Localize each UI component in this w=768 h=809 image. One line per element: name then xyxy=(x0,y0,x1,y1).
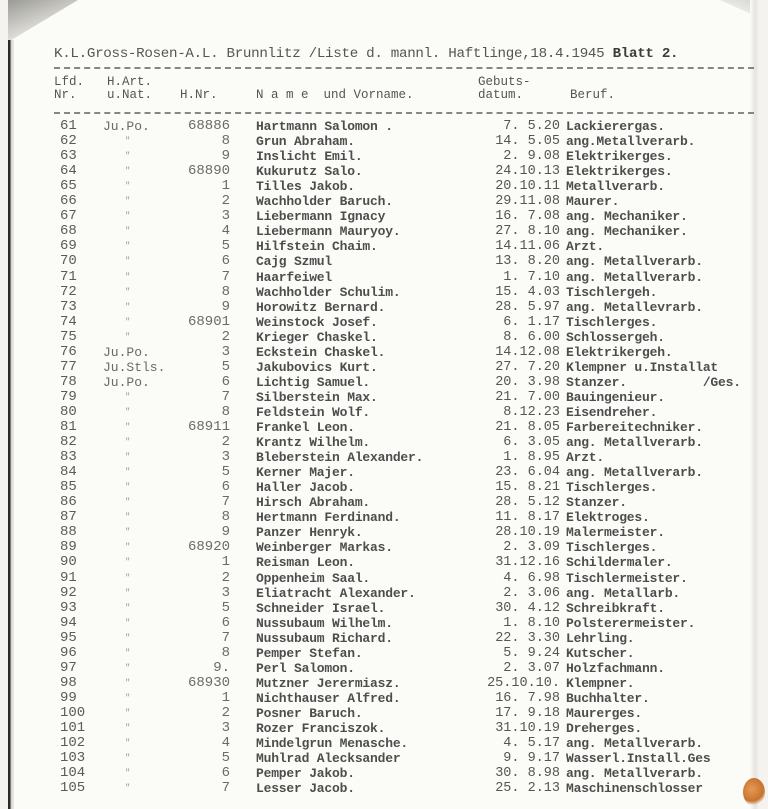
row-ditto-mark: " xyxy=(125,271,131,282)
row-ditto-mark: " xyxy=(125,437,131,448)
row-name: Pemper Stefan. xyxy=(256,645,363,661)
row-name: Perl Salomon. xyxy=(256,660,355,676)
row-name: Weinberger Markas. xyxy=(256,540,393,556)
header-lfd xyxy=(54,76,84,102)
row-birth-date: 4. 5.17 xyxy=(503,736,560,752)
row-number: 101 xyxy=(60,720,86,736)
row-number: 62 xyxy=(60,133,77,150)
row-name: Liebermann Ignacy xyxy=(256,209,386,225)
row-name: Krieger Chaskel. xyxy=(256,329,378,345)
row-name: Rozer Franciszok. xyxy=(256,721,386,736)
row-prisoner-number: 6 xyxy=(221,765,230,782)
row-prisoner-number: 4 xyxy=(221,223,230,240)
row-name: Mutzner Jerermiasz. xyxy=(256,675,401,691)
row-occupation: Schlossergeh. xyxy=(566,329,665,345)
row-prisoner-number: 2 xyxy=(221,569,230,586)
row-occupation: Eisendreher. xyxy=(566,404,658,420)
row-prisoner-number: 9. xyxy=(213,659,230,676)
row-occupation: Wasserl.Install.Ges xyxy=(566,751,711,767)
header-date-line1: Gebuts- xyxy=(478,75,531,89)
row-number: 73 xyxy=(60,298,77,315)
row-ditto-mark: " xyxy=(125,391,131,402)
row-category: Ju.Po. xyxy=(103,344,150,360)
row-name: Nussubaum Richard. xyxy=(256,630,393,646)
row-prisoner-number: 8 xyxy=(221,283,230,300)
header-date-line2: datum. xyxy=(478,88,524,102)
row-ditto-mark: " xyxy=(125,707,131,718)
row-occupation: Kutscher. xyxy=(566,645,635,661)
row-name: Wachholder Schulim. xyxy=(256,284,401,300)
row-category: Ju.Stls. xyxy=(103,359,166,375)
row-occupation: ang. Metallverarb. xyxy=(566,254,703,270)
row-occupation: Dreherges. xyxy=(566,721,643,736)
row-prisoner-number: 5 xyxy=(221,238,230,255)
row-birth-date: 14.11.06 xyxy=(495,239,560,255)
row-birth-date: 15. 4.03 xyxy=(495,284,560,300)
row-birth-date: 24.10.13 xyxy=(495,164,560,180)
row-number: 92 xyxy=(60,584,77,601)
row-occupation: Arzt. xyxy=(566,239,605,255)
row-number: 68 xyxy=(60,223,77,240)
row-name: Kukurutz Salo. xyxy=(256,164,363,180)
title-text: K.L.Gross-Rosen-A.L. Brunnlitz /Liste d. mannl. Haftlinge,18.4.1945 xyxy=(54,46,605,62)
row-birth-date: 27. 8.10 xyxy=(495,224,560,240)
row-name: Muhlrad Alecksander xyxy=(256,751,401,767)
row-prisoner-number: 1 xyxy=(221,689,230,706)
row-prisoner-number: 5 xyxy=(221,358,230,375)
row-number: 95 xyxy=(60,629,77,646)
row-occupation: Arzt. xyxy=(566,450,605,466)
row-occupation: Maschinenschlosser xyxy=(566,781,703,797)
row-prisoner-number: 8 xyxy=(221,133,230,150)
row-number: 97 xyxy=(60,659,77,676)
row-occupation: ang. Metallverarb. xyxy=(566,766,703,782)
row-birth-date: 8.12.23 xyxy=(503,404,560,420)
row-name: Wachholder Baruch. xyxy=(256,194,393,210)
row-category: Ju.Po. xyxy=(103,119,150,134)
row-prisoner-number: 68911 xyxy=(187,419,230,435)
row-occupation: ang. Metallarb. xyxy=(566,585,681,601)
row-prisoner-number: 8 xyxy=(221,509,230,526)
row-occupation: Maurer. xyxy=(566,194,620,210)
row-occupation: Schreibkraft. xyxy=(566,600,665,616)
row-birth-date: 2. 3.06 xyxy=(503,585,560,601)
row-occupation: Lackierergas. xyxy=(566,119,665,134)
row-name: Tilles Jakob. xyxy=(256,179,355,195)
row-number: 99 xyxy=(60,689,77,706)
row-name: Jakubovics Kurt. xyxy=(256,359,378,375)
row-number: 63 xyxy=(60,148,77,165)
header-art-line1: H.Art. xyxy=(107,75,153,89)
row-name: Mindelgrun Menasche. xyxy=(256,736,409,752)
row-name: Weinstock Josef. xyxy=(256,314,378,330)
row-prisoner-number: 2 xyxy=(221,328,230,345)
row-birth-date: 5. 9.24 xyxy=(503,645,560,661)
row-name: Bleberstein Alexander. xyxy=(256,450,424,466)
row-number: 76 xyxy=(60,343,77,360)
row-name: Hartmann Salomon . xyxy=(256,119,393,134)
row-prisoner-number: 2 xyxy=(221,434,230,451)
row-prisoner-number: 3 xyxy=(221,208,230,225)
row-ditto-mark: " xyxy=(125,587,131,598)
row-name: Liebermann Mauryoy. xyxy=(256,224,401,240)
row-ditto-mark: " xyxy=(125,256,131,267)
row-name: Eckstein Chaskel. xyxy=(256,344,386,360)
row-name: Haarfeiwel xyxy=(256,269,333,285)
row-number: 90 xyxy=(60,554,77,571)
row-occupation: ang. Mechaniker. xyxy=(566,224,688,240)
row-name: Hilfstein Chaim. xyxy=(256,239,378,255)
header-lfd-line1: Lfd. xyxy=(54,75,85,89)
row-number: 82 xyxy=(60,434,77,451)
row-birth-date: 27. 7.20 xyxy=(495,359,560,375)
row-number: 75 xyxy=(60,328,77,345)
row-birth-date: 25.10.10. xyxy=(487,675,560,691)
row-ditto-mark: " xyxy=(125,723,131,733)
row-birth-date: 14.12.08 xyxy=(495,344,560,360)
row-prisoner-number: 5 xyxy=(221,464,230,481)
row-number: 71 xyxy=(60,268,77,285)
row-prisoner-number: 6 xyxy=(221,253,230,270)
row-ditto-mark: " xyxy=(125,768,131,779)
row-occupation: Elektrikerges. xyxy=(566,164,673,180)
row-occupation: ang. Metallverarb. xyxy=(566,465,703,481)
row-ditto-mark: " xyxy=(125,557,131,568)
row-number: 86 xyxy=(60,494,77,511)
row-ditto-mark: " xyxy=(125,136,131,147)
row-number: 89 xyxy=(60,539,77,556)
row-ditto-mark: " xyxy=(125,151,131,162)
row-birth-date: 22. 3.30 xyxy=(495,630,560,646)
row-ditto-mark: " xyxy=(125,662,131,673)
row-occupation: Stanzer. /Ges. xyxy=(566,374,741,390)
row-birth-date: 30. 4.12 xyxy=(495,600,560,616)
row-occupation: Buchhalter. xyxy=(566,690,650,706)
row-name: Oppenheim Saal. xyxy=(256,570,371,586)
row-number: 91 xyxy=(60,569,77,586)
row-number: 93 xyxy=(60,599,77,616)
row-prisoner-number: 68920 xyxy=(187,539,230,556)
row-name: Reisman Leon. xyxy=(256,555,355,571)
row-name: Lichtig Samuel. xyxy=(256,374,371,390)
row-occupation: Tischlermeister. xyxy=(566,570,688,586)
row-birth-date: 25. 2.13 xyxy=(495,781,560,797)
row-ditto-mark: " xyxy=(125,572,131,583)
row-occupation: Polsterermeister. xyxy=(566,615,696,631)
row-ditto-mark: " xyxy=(125,286,131,297)
row-prisoner-number: 3 xyxy=(221,720,230,736)
row-number: 79 xyxy=(60,388,77,405)
row-birth-date: 23. 6.04 xyxy=(495,465,560,481)
header-art xyxy=(107,76,152,102)
row-ditto-mark: " xyxy=(125,542,131,553)
row-name: Silberstein Max. xyxy=(256,389,378,405)
row-number: 87 xyxy=(60,509,77,526)
row-ditto-mark: " xyxy=(125,331,131,342)
row-prisoner-number: 8 xyxy=(221,644,230,661)
row-ditto-mark: " xyxy=(125,602,131,613)
row-ditto-mark: " xyxy=(125,166,131,177)
row-name: Pemper Jakob. xyxy=(256,766,355,782)
row-ditto-mark: " xyxy=(125,452,131,463)
row-occupation: ang. Mechaniker. xyxy=(566,209,688,225)
row-ditto-mark: " xyxy=(125,467,131,478)
row-ditto-mark: " xyxy=(125,632,131,643)
row-name: Krantz Wilhelm. xyxy=(256,435,371,451)
row-prisoner-number: 6 xyxy=(221,373,230,390)
row-prisoner-number: 9 xyxy=(221,298,230,315)
row-ditto-mark: " xyxy=(125,527,131,538)
row-birth-date: 16. 7.98 xyxy=(495,690,560,706)
row-number: 98 xyxy=(60,674,77,691)
row-name: Posner Baruch. xyxy=(256,705,363,721)
row-birth-date: 28.10.19 xyxy=(495,525,560,541)
header-lfd-line2: Nr. xyxy=(54,88,77,102)
row-prisoner-number: 6 xyxy=(221,479,230,496)
row-number: 94 xyxy=(60,614,77,631)
title-divider xyxy=(54,67,754,69)
row-birth-date: 14. 5.05 xyxy=(495,134,560,150)
sheet-number: Blatt 2. xyxy=(612,46,679,62)
row-birth-date: 30. 8.98 xyxy=(495,766,560,782)
row-ditto-mark: " xyxy=(125,497,131,508)
row-ditto-mark: " xyxy=(125,783,131,794)
row-number: 85 xyxy=(60,479,77,496)
row-ditto-mark: " xyxy=(125,422,131,432)
folded-corner xyxy=(8,0,78,42)
row-name: Haller Jacob. xyxy=(256,480,355,496)
row-occupation: Tischlerges. xyxy=(566,480,658,496)
row-number: 80 xyxy=(60,403,77,420)
row-birth-date: 16. 7.08 xyxy=(495,209,560,225)
row-prisoner-number: 2 xyxy=(221,704,230,721)
row-prisoner-number: 68901 xyxy=(187,313,230,330)
row-prisoner-number: 1 xyxy=(221,178,230,195)
row-ditto-mark: " xyxy=(125,181,131,192)
row-occupation: ang.Metallverarb. xyxy=(566,134,696,150)
row-birth-date: 31.10.19 xyxy=(495,721,560,736)
row-name: Hirsch Abraham. xyxy=(256,495,371,511)
row-ditto-mark: " xyxy=(125,316,131,327)
row-birth-date: 2. 3.07 xyxy=(503,660,560,676)
row-birth-date: 6. 1.17 xyxy=(503,314,560,330)
row-prisoner-number: 9 xyxy=(221,148,230,165)
row-occupation: Klempner. xyxy=(566,675,635,691)
row-name: Frankel Leon. xyxy=(256,420,355,435)
row-number: 81 xyxy=(60,419,77,435)
row-number: 65 xyxy=(60,178,77,195)
row-birth-date: 28. 5.97 xyxy=(495,299,560,315)
row-ditto-mark: " xyxy=(125,226,131,237)
row-ditto-mark: " xyxy=(125,738,131,749)
row-prisoner-number: 7 xyxy=(221,494,230,511)
header-job: Beruf. xyxy=(570,88,616,102)
row-occupation: Klempner u.Installat xyxy=(566,359,719,375)
row-birth-date: 31.12.16 xyxy=(495,555,560,571)
row-occupation: Tischlerges. xyxy=(566,540,658,556)
row-number: 64 xyxy=(60,163,77,180)
row-name: Feldstein Wolf. xyxy=(256,404,371,420)
row-birth-date: 28. 5.12 xyxy=(495,495,560,511)
row-prisoner-number: 68890 xyxy=(187,163,230,180)
row-occupation: Bauingenieur. xyxy=(566,389,665,405)
row-name: Nussubaum Wilhelm. xyxy=(256,615,393,631)
row-occupation: Stanzer. xyxy=(566,495,627,511)
row-occupation: Maurerges. xyxy=(566,705,643,721)
row-name: Grun Abraham. xyxy=(256,134,355,150)
page-right-edge xyxy=(750,0,760,809)
paper-stain xyxy=(743,778,765,806)
row-birth-date: 21. 8.05 xyxy=(495,420,560,435)
header-name: N a m e und Vorname. xyxy=(256,88,414,102)
row-number: 84 xyxy=(60,464,77,481)
row-name: Cajg Szmul xyxy=(256,254,333,270)
row-number: 83 xyxy=(60,449,77,466)
row-number: 78 xyxy=(60,373,77,390)
row-ditto-mark: " xyxy=(125,677,131,688)
row-birth-date: 11. 8.17 xyxy=(495,510,560,526)
row-name: Horowitz Bernard. xyxy=(256,299,386,315)
row-number: 66 xyxy=(60,193,77,210)
row-birth-date: 21. 7.00 xyxy=(495,389,560,405)
row-number: 77 xyxy=(60,358,77,375)
row-birth-date: 4. 6.98 xyxy=(503,570,560,586)
row-occupation: Elektroges. xyxy=(566,510,650,526)
row-name: Hertmann Ferdinand. xyxy=(256,510,401,526)
row-prisoner-number: 1 xyxy=(221,554,230,571)
row-ditto-mark: " xyxy=(125,241,131,252)
row-number: 103 xyxy=(60,750,86,767)
row-birth-date: 15. 8.21 xyxy=(495,480,560,496)
row-prisoner-number: 3 xyxy=(221,584,230,601)
row-occupation: Farbereitechniker. xyxy=(566,420,703,435)
row-number: 67 xyxy=(60,208,77,225)
row-ditto-mark: " xyxy=(125,196,131,207)
row-prisoner-number: 6 xyxy=(221,614,230,631)
row-birth-date: 8. 6.00 xyxy=(503,329,560,345)
row-prisoner-number: 7 xyxy=(221,629,230,646)
row-name: Kerner Majer. xyxy=(256,465,355,481)
row-birth-date: 13. 8.20 xyxy=(495,254,560,270)
row-ditto-mark: " xyxy=(125,617,131,628)
row-number: 102 xyxy=(60,735,86,752)
row-prisoner-number: 7 xyxy=(221,268,230,285)
row-birth-date: 1. 7.10 xyxy=(503,269,560,285)
row-birth-date: 6. 3.05 xyxy=(503,435,560,451)
row-ditto-mark: " xyxy=(125,211,131,222)
row-number: 105 xyxy=(60,780,86,797)
row-birth-date: 9. 9.17 xyxy=(503,751,560,767)
row-occupation: ang. Metallverarb. xyxy=(566,269,703,285)
row-ditto-mark: " xyxy=(125,647,131,658)
row-occupation: Tischlergeh. xyxy=(566,284,658,300)
row-birth-date: 29.11.08 xyxy=(495,194,560,210)
row-name: Panzer Henryk. xyxy=(256,525,363,541)
row-occupation: Lehrling. xyxy=(566,630,635,646)
row-ditto-mark: " xyxy=(125,406,131,417)
row-occupation: Schildermaler. xyxy=(566,555,673,571)
row-occupation: Malermeister. xyxy=(566,525,665,541)
row-occupation: Elektrikerges. xyxy=(566,149,673,165)
row-birth-date: 2. 3.09 xyxy=(503,540,560,556)
page-left-edge xyxy=(8,40,14,809)
row-occupation: Holzfachmann. xyxy=(566,660,665,676)
row-prisoner-number: 9 xyxy=(221,524,230,541)
row-name: Nichthauser Alfred. xyxy=(256,690,401,706)
row-number: 61 xyxy=(60,118,77,134)
row-name: Inslicht Emil. xyxy=(256,149,363,165)
row-prisoner-number: 68886 xyxy=(187,118,230,134)
row-birth-date: 1. 8.95 xyxy=(503,450,560,466)
row-number: 69 xyxy=(60,238,77,255)
row-birth-date: 2. 9.08 xyxy=(503,149,560,165)
row-ditto-mark: " xyxy=(125,753,131,764)
row-name: Schneider Israel. xyxy=(256,600,386,616)
row-ditto-mark: " xyxy=(125,512,131,523)
row-number: 70 xyxy=(60,253,77,270)
row-occupation: ang. Metallverarb. xyxy=(566,435,703,451)
row-ditto-mark: " xyxy=(125,692,131,703)
header-hnr: H.Nr. xyxy=(180,88,218,102)
row-prisoner-number: 68930 xyxy=(187,674,230,691)
row-occupation: ang. Metallverarb. xyxy=(566,736,703,752)
document-title xyxy=(54,46,678,62)
row-number: 100 xyxy=(60,704,86,721)
row-occupation: Elektrikergeh. xyxy=(566,344,673,360)
row-birth-date: 20.10.11 xyxy=(495,179,560,195)
header-art-line2: u.Nat. xyxy=(107,88,153,102)
row-birth-date: 1. 8.10 xyxy=(503,615,560,631)
row-occupation: Tischlerges. xyxy=(566,314,658,330)
header-divider xyxy=(54,112,754,114)
row-number: 96 xyxy=(60,644,77,661)
row-birth-date: 7. 5.20 xyxy=(503,119,560,134)
row-name: Lesser Jacob. xyxy=(256,781,355,797)
row-occupation: ang. Metallevrarb. xyxy=(566,299,703,315)
row-prisoner-number: 7 xyxy=(221,780,230,797)
row-prisoner-number: 5 xyxy=(221,750,230,767)
row-category: Ju.Po. xyxy=(103,374,150,390)
row-number: 104 xyxy=(60,765,86,782)
row-number: 72 xyxy=(60,283,77,300)
row-number: 74 xyxy=(60,313,77,330)
row-number: 88 xyxy=(60,524,77,541)
row-prisoner-number: 2 xyxy=(221,193,230,210)
row-occupation: Metallverarb. xyxy=(566,179,665,195)
row-name: Eliatracht Alexander. xyxy=(256,585,416,601)
row-birth-date: 20. 3.98 xyxy=(495,374,560,390)
row-prisoner-number: 7 xyxy=(221,388,230,405)
row-ditto-mark: " xyxy=(125,482,131,493)
row-prisoner-number: 4 xyxy=(221,735,230,752)
row-birth-date: 17. 9.18 xyxy=(495,705,560,721)
row-ditto-mark: " xyxy=(125,301,131,312)
header-date xyxy=(478,76,531,102)
row-prisoner-number: 5 xyxy=(221,599,230,616)
row-prisoner-number: 3 xyxy=(221,449,230,466)
row-prisoner-number: 3 xyxy=(221,343,230,360)
row-prisoner-number: 8 xyxy=(221,403,230,420)
